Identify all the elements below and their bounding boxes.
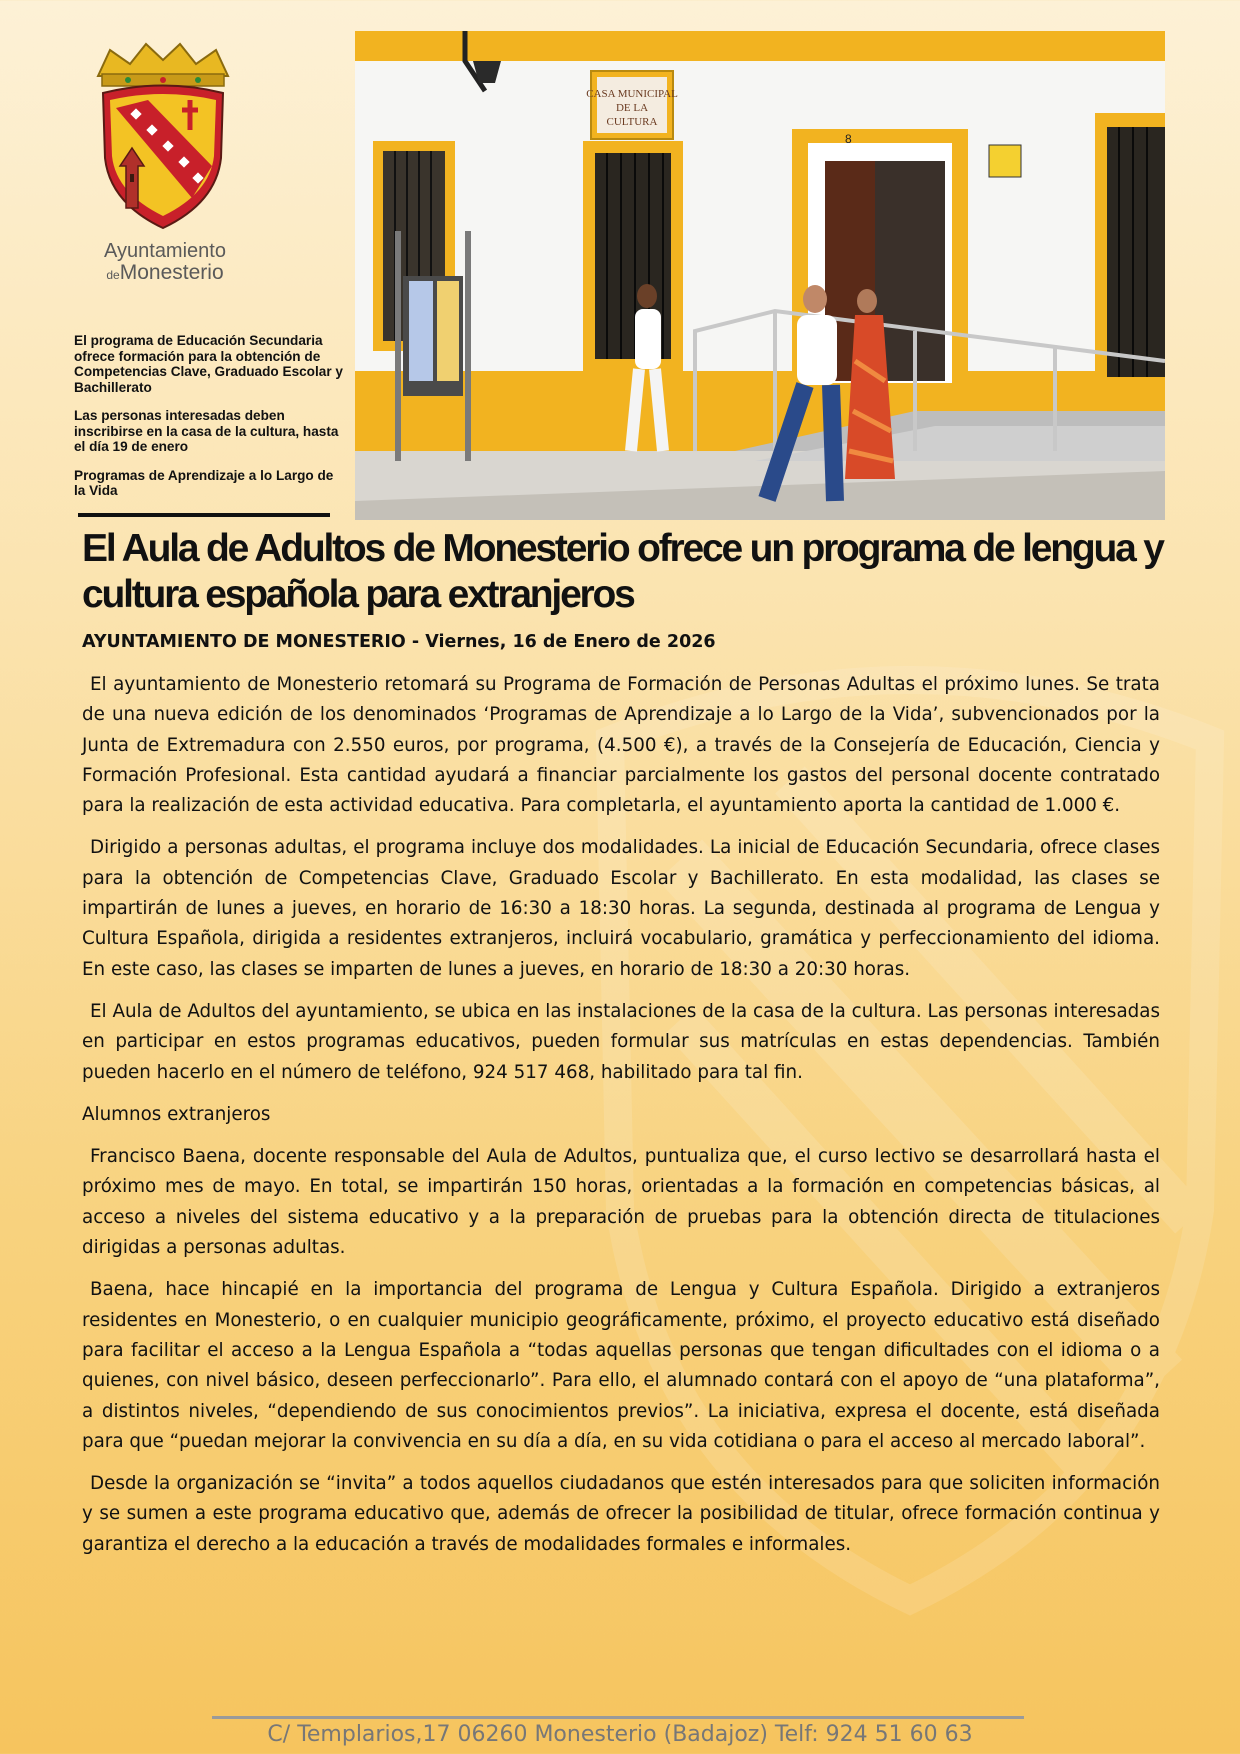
door-number: 8	[845, 132, 852, 146]
article-body	[82, 670, 1160, 1572]
article-paragraph: El Aula de Adultos del ayuntamiento, se ubica en las instalaciones de la casa de la cultura. Las personas interesadas en participar en estos programas educativos, pueden formular sus matrículas en estas dependencias. También pueden hacerlo en el número de teléfono, 924 517 468, habilitado para tal fin.	[82, 1000, 1160, 1083]
article-subheading: Alumnos extranjeros	[82, 1103, 271, 1125]
municipal-coat-of-arms-logo	[88, 38, 238, 238]
summary-item: El programa de Educación Secundaria ofrece formación para la obtención de Competencias Clave, Graduado Escolar y Bachillerato	[74, 333, 343, 395]
sign-line: CASA MUNICIPAL	[586, 88, 678, 100]
sign-line: DE LA	[615, 102, 649, 114]
logo-wordmark-line2: Monesterio	[119, 261, 224, 284]
casa-de-la-cultura-photo	[355, 31, 1165, 520]
logo-wordmark	[70, 240, 260, 286]
footer-address: C/ Templarios,17 06260 Monesterio (Badajoz) Telf: 924 51 60 63	[267, 1722, 973, 1747]
article-byline: AYUNTAMIENTO DE MONESTERIO - Viernes, 16 de Enero de 2026	[82, 632, 716, 652]
article-paragraph: Francisco Baena, docente responsable del Aula de Adultos, puntualiza que, el curso lectivo se desarrollará hasta el próximo mes de mayo. En total, se impartirán 150 horas, orientadas a la formación en competencias básicas, al acceso a niveles del sistema educativo y a la preparación de pruebas para la obtención directa de titulaciones dirigidas a personas adultas.	[82, 1146, 1160, 1259]
article-paragraph: El ayuntamiento de Monesterio retomará su Programa de Formación de Personas Adultas el próximo lunes. Se trata de una nueva edición de los denominados ‘Programas de Aprendizaje a lo Largo de la Vida’, subvencionados por la Junta de Extremadura con 2.550 euros, por programa, (4.500 €), a través de la Consejería de Educación, Ciencia y Formación Profesional. Esta cantidad ayudará a financiar parcialmente los gastos del personal docente contratado para la realización de esta actividad educativa. Para completarla, el ayuntamiento aporta la cantidad de 1.000 €.	[82, 674, 1160, 817]
article-paragraph: Baena, hace hincapié en la importancia del programa de Lengua y Cultura Española. Dirigido a extranjeros residentes en Monesterio, o en cualquier municipio geográficamente, próximo, el proyecto educativo está diseñado para facilitar el acceso a la Lengua Española a “todas aquellas personas que tengan dificultades con el idioma o a quienes, con nivel básico, deseen perfeccionarlo”. Para ello, el alumnado contará con el apoyo de “una plataforma”, a distintos niveles, “dependiendo de sus conocimientos previos”. La iniciativa, expresa el docente, está diseñada para que “puedan mejorar la convivencia en su día a día, en su vida cotidiana o para el acceso al mercado laboral”.	[82, 1279, 1160, 1452]
article-paragraph: Dirigido a personas adultas, el programa incluye dos modalidades. La inicial de Educación Secundaria, ofrece clases para la obtención de Competencias Clave, Graduado Escolar y Bachillerato. En esta modalidad, las clases se impartirán de lunes a jueves, en horario de 16:30 a 18:30 horas. La segunda, destinada al programa de Lengua y Cultura Española, dirigida a residentes extranjeros, incluirá vocabulario, gramática y perfeccionamiento del idioma. En este caso, las clases se imparten de lunes a jueves, en horario de 18:30 a 20:30 horas.	[82, 837, 1160, 980]
summary-box	[74, 333, 344, 512]
summary-divider	[78, 513, 330, 517]
footer-divider	[212, 1716, 1024, 1719]
summary-item: Programas de Aprendizaje a lo Largo de la Vida	[74, 467, 334, 498]
logo-wordmark-line1: Ayuntamiento	[104, 240, 226, 262]
article-headline: El Aula de Adultos de Monesterio ofrece un programa de lengua y cultura española para extranjeros	[82, 527, 1163, 616]
sign-line: CULTURA	[606, 116, 658, 128]
logo-wordmark-prefix: de	[106, 268, 120, 282]
summary-item: Las personas interesadas deben inscribirse en la casa de la cultura, hasta el día 19 de enero	[74, 408, 339, 454]
article-paragraph: Desde la organización se “invita” a todos aquellos ciudadanos que estén interesados para que soliciten información y se sumen a este programa educativo que, además de ofrecer la posibilidad de titular, ofrece formación continua y garantiza el derecho a la educación a través de modalidades formales e informales.	[82, 1473, 1160, 1555]
